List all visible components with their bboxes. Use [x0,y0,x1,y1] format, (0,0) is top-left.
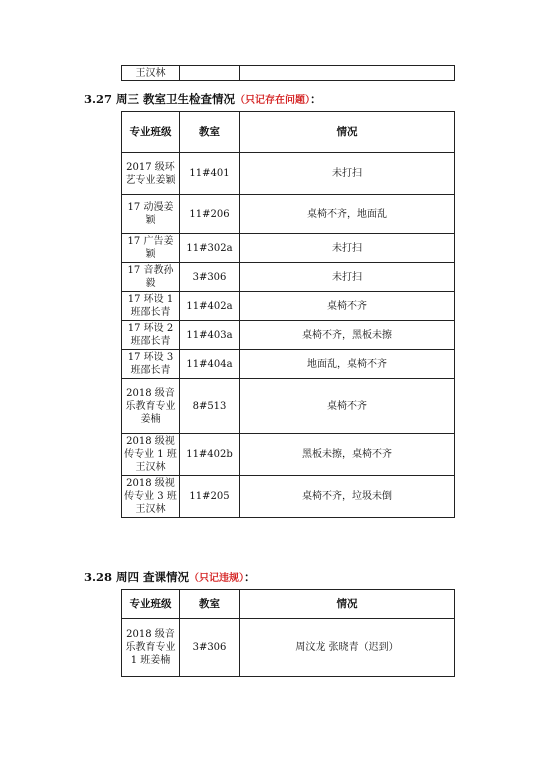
class-cell: 2018 级音乐教育专业 1 班姜楠 [122,619,180,677]
class-cell: 2018 级音乐教育专业姜楠 [122,379,180,434]
status-cell: 周汶龙 张晓青（迟到） [240,619,455,677]
header-class: 专业班级 [122,590,180,619]
section-title: 3.28 周四 查课情况 [84,570,190,584]
table-row [122,195,455,234]
section-suffix: ： [310,92,322,106]
class-cell: 17 环设 1 班邵长青 [122,292,180,321]
table-header-row [122,590,455,619]
status-cell: 桌椅不齐，垃圾未倒 [240,476,455,518]
room-cell [180,66,240,81]
table-row [122,292,455,321]
class-cell: 17 广告姜颖 [122,234,180,263]
section-suffix: ： [244,570,256,584]
class-cell: 2018 级视传专业 3 班王汉林 [122,476,180,518]
header-room: 教室 [180,590,240,619]
status-cell: 桌椅不齐 [240,379,455,434]
room-cell: 11#302a [180,234,240,263]
room-cell: 11#401 [180,153,240,195]
section-title: 3.27 周三 教室卫生检查情况 [84,92,236,106]
status-cell: 桌椅不齐，地面乱 [240,195,455,234]
section-heading-328 [84,569,256,585]
status-cell [240,66,455,81]
class-cell: 17 音教孙毅 [122,263,180,292]
table-row [122,476,455,518]
class-cell: 17 环设 3 班邵长青 [122,350,180,379]
previous-table-fragment [121,65,455,81]
room-cell: 11#206 [180,195,240,234]
class-cell: 王汉林 [122,66,180,81]
room-cell: 11#402b [180,434,240,476]
section-heading-327 [84,91,322,107]
hygiene-inspection-table [121,111,455,518]
header-status: 情况 [240,590,455,619]
room-cell: 11#403a [180,321,240,350]
table-row [122,153,455,195]
status-cell: 未打扫 [240,234,455,263]
room-cell: 11#404a [180,350,240,379]
table-row [122,263,455,292]
table-row [122,350,455,379]
class-cell: 2017 级环艺专业姜颖 [122,153,180,195]
class-cell: 17 环设 2 班邵长青 [122,321,180,350]
header-status: 情况 [240,112,455,153]
room-cell: 8#513 [180,379,240,434]
table-row [122,619,455,677]
room-cell: 3#306 [180,263,240,292]
header-room: 教室 [180,112,240,153]
status-cell: 未打扫 [240,153,455,195]
room-cell: 11#205 [180,476,240,518]
class-cell: 17 动漫姜颖 [122,195,180,234]
room-cell: 3#306 [180,619,240,677]
header-class: 专业班级 [122,112,180,153]
attendance-check-table [121,589,455,677]
room-cell: 11#402a [180,292,240,321]
status-cell: 桌椅不齐 [240,292,455,321]
status-cell: 地面乱，桌椅不齐 [240,350,455,379]
section-note: （只记违规） [189,573,245,584]
table-row [122,234,455,263]
status-cell: 黑板未擦，桌椅不齐 [240,434,455,476]
table-row [122,321,455,350]
table-row [122,66,455,81]
table-row [122,434,455,476]
table-row [122,379,455,434]
section-note: （只记存在问题） [235,95,311,106]
table-header-row [122,112,455,153]
status-cell: 桌椅不齐，黑板未擦 [240,321,455,350]
class-cell: 2018 级视传专业 1 班王汉林 [122,434,180,476]
status-cell: 未打扫 [240,263,455,292]
